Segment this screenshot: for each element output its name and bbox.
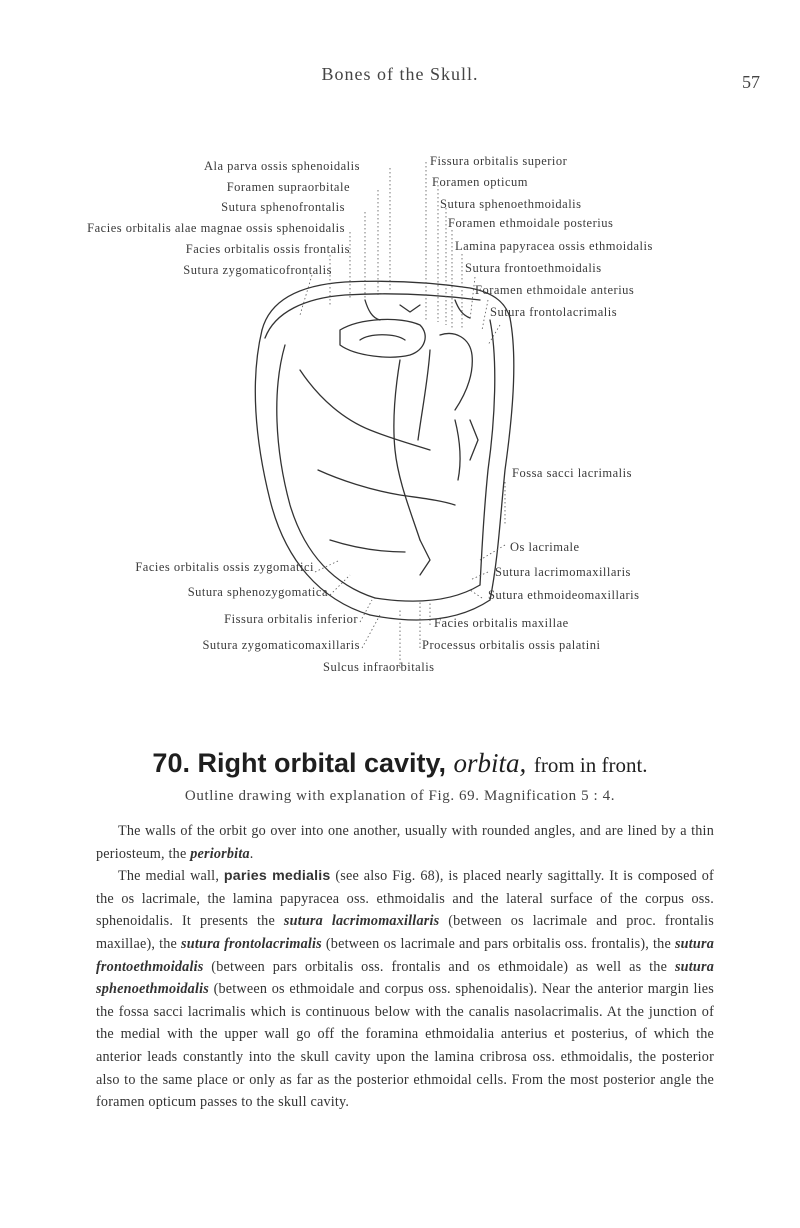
caption-rest: from in front. xyxy=(533,753,648,777)
text-run: (between os ethmoidale and corpus oss. sphenoidalis). Near the anterior margin lies the fossa sacci lacrimalis which is continuous below with the canalis nasolacrimalis. At the junction of the medial with the upper wall go off the foramina ethmoidalia anterius et posterius, of which the anterior leads constantly into the skull cavity upon the lamina cribrosa oss. ethmoidalis, the posterior also to the same place or only as far as the posterior ethmoidal cells. From the most posterior angle the foramen opticum passes to the skull cavity. xyxy=(96,981,714,1111)
label-sutura-sphenozygomatica: Sutura sphenozygomatica xyxy=(187,585,328,599)
page-number: 57 xyxy=(742,72,760,92)
label-facies-orbitalis-frontalis: Facies orbitalis ossis frontalis xyxy=(185,242,350,256)
term-paries-medialis: paries medialis xyxy=(223,868,331,885)
text-run: (between os lacrimale and proc. frontalis maxillae), the xyxy=(96,913,714,952)
label-facies-orbitalis-zygomatici: Facies orbitalis ossis zygomatici xyxy=(135,560,314,574)
text-run: . xyxy=(249,845,254,862)
running-head: Bones of the Skull. xyxy=(321,64,479,84)
term-sutura-lacrimomaxillaris: sutura lacrimomaxillaris xyxy=(283,913,440,930)
term-periorbita: periorbita xyxy=(190,845,250,862)
text-run: The medial wall, xyxy=(118,868,224,885)
label-foramen-supraorbitale: Foramen supraorbitale xyxy=(226,180,350,194)
label-sutura-sphenofrontalis: Sutura sphenofrontalis xyxy=(221,200,345,214)
label-foramen-ethmoidale-posterius: Foramen ethmoidale posterius xyxy=(448,216,614,230)
label-sutura-frontoethmoidalis: Sutura frontoethmoidalis xyxy=(465,261,602,275)
label-sutura-ethmoideomaxillaris: Sutura ethmoideomaxillaris xyxy=(488,588,640,602)
term-sutura-sphenoethmoidalis: sutura sphenoethmoidalis xyxy=(96,958,714,998)
paragraph-medial-wall xyxy=(96,865,714,1114)
label-facies-orbitalis-alae-magnae: Facies orbitalis alae magnae ossis sphenoidalis xyxy=(87,221,345,235)
figure-caption-subtitle: Outline drawing with explanation of Fig. 69. Magnification 5 : 4. xyxy=(184,788,616,804)
label-fossa-sacci-lacrimalis: Fossa sacci lacrimalis xyxy=(512,466,632,480)
label-os-lacrimale: Os lacrimale xyxy=(510,540,580,554)
label-ala-parva: Ala parva ossis sphenoidalis xyxy=(204,159,360,173)
label-sutura-frontolacrimalis: Sutura frontolacrimalis xyxy=(490,305,618,319)
text-run: (between pars orbitalis oss. frontalis and os ethmoidale) as well as the xyxy=(203,958,675,975)
label-fissura-orbitalis-superior: Fissura orbitalis superior xyxy=(430,154,568,168)
label-lamina-papyracea: Lamina papyracea ossis ethmoidalis xyxy=(455,239,653,253)
term-sutura-frontoethmoidalis: sutura frontoethmoidalis xyxy=(96,935,714,975)
caption-number: 70. xyxy=(152,748,190,778)
text-run: (see also Fig. 68), is placed nearly sagittally. It is composed of the os lacrimale, the lamina papyracea oss. ethmoidalis and the lateral surface of the corpus oss. sphenoidalis. It presents the xyxy=(96,868,714,930)
caption-latin: orbita, xyxy=(453,748,527,778)
text-run: (between os lacrimale and pars orbitalis oss. frontalis), the xyxy=(321,935,675,952)
label-foramen-ethmoidale-anterius: Foramen ethmoidale anterius xyxy=(475,283,635,297)
paragraph-walls xyxy=(96,820,714,865)
body-text xyxy=(96,820,714,1114)
label-processus-orbitalis-palatini: Processus orbitalis ossis palatini xyxy=(422,638,601,652)
label-facies-orbitalis-maxillae: Facies orbitalis maxillae xyxy=(434,616,569,630)
label-fissura-orbitalis-inferior: Fissura orbitalis inferior xyxy=(224,612,358,626)
label-sulcus-infraorbitalis: Sulcus infraorbitalis xyxy=(323,660,435,674)
term-sutura-frontolacrimalis: sutura frontolacrimalis xyxy=(181,935,322,952)
label-sutura-lacrimomaxillaris: Sutura lacrimomaxillaris xyxy=(495,565,631,579)
label-sutura-sphenoethmoidalis: Sutura sphenoethmoidalis xyxy=(440,197,582,211)
caption-title: Right orbital cavity, xyxy=(197,748,447,778)
figure-caption-title xyxy=(0,748,800,779)
label-foramen-opticum: Foramen opticum xyxy=(432,175,529,189)
label-sutura-zygomaticofrontalis: Sutura zygomaticofrontalis xyxy=(183,263,332,277)
text-run: The walls of the orbit go over into one another, usually with rounded angles, and are lined by a thin periosteum, the xyxy=(96,823,714,862)
label-sutura-zygomaticomaxillaris: Sutura zygomaticomaxillaris xyxy=(202,638,360,652)
